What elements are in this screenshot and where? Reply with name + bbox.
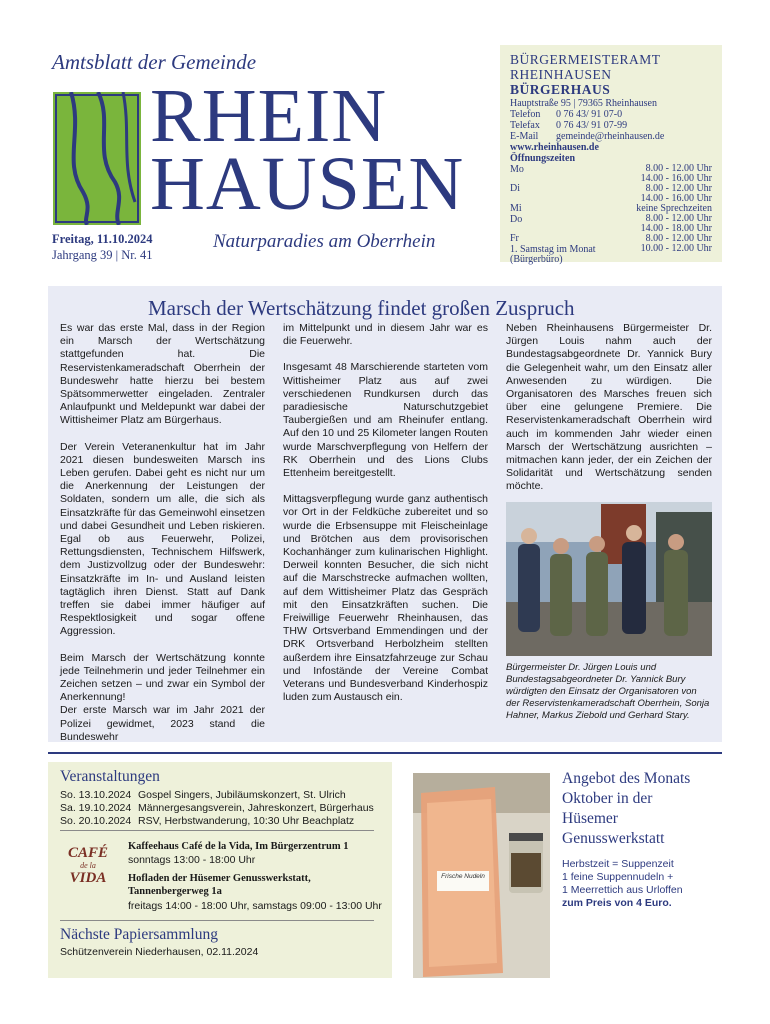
event-text: RSV, Herbstwanderung, 10:30 Uhr Beachplatz [138, 815, 355, 827]
day-mo: Mo [510, 164, 524, 175]
offer-title-line: Angebot des Monats [562, 770, 691, 787]
office-town: RHEINHAUSEN [510, 67, 612, 82]
offer-title-line: Genusswerkstatt [562, 830, 665, 847]
day-di: Di [510, 183, 520, 194]
issue-date: Freitag, 11.10.2024 [52, 232, 153, 246]
hours-row: keine Sprechzeiten [636, 203, 712, 214]
publication-subtitle: Amtsblatt der Gemeinde [52, 50, 257, 74]
section-divider [48, 752, 722, 754]
hours-row: 14.00 - 18.00 Uhr [640, 223, 712, 234]
rheinhausen-logo [53, 92, 141, 225]
paragraph: Neben Rheinhausens Bürgermeister Dr. Jürgen Louis nahm auch der Bundestagsabgeordnete Dr. Yannick Bury die Gelegenheit wahr, um den Einsatz aller Anwesenden zu würdigen. Die Organisatoren des Marsches freuen sich über eine gelungene Premiere. Die Reservistenkameradschaft Oberrhein wird auch im kommenden Jahr wieder einen Marsch der Wertschätzung ausrichten – mitmachen kann jeder, der ein Zeichen der Solidarität und Wertschätzung senden möchte. [506, 322, 712, 493]
paragraph: Der erste Marsch war im Jahr 2021 der Polizei gewidmet, 2023 stand die Bundeswehr [60, 704, 265, 743]
event-item [60, 802, 374, 815]
cafe-hours: sonntags 13:00 - 18:00 Uhr [128, 854, 256, 866]
events-title: Veranstaltungen [60, 768, 160, 785]
paragraph: Es war das erste Mal, dass in der Region ein Marsch der Wertschätzung stattgefunden hat. Die Reservistenkameradschaft Oberrhein der Bundeswehr hatte hierzu bei bestem Spätsommerwetter eingeladen. Zentraler Anlaufpunkt und Meldepunkt war dabei der Wittisheimer Platz am Bürgerhaus. [60, 322, 265, 427]
tagline: Naturparadies am Oberrhein [213, 231, 436, 252]
event-item [60, 789, 346, 802]
paragraph: Beim Marsch der Wertschätzung konnte jede Teilnehmerin und jeder Teilnehmer ein Zeichen setzen – und zwar ein Symbol der Anerkennung! [60, 651, 265, 704]
divider [60, 920, 374, 921]
cafe-name: Kaffeehaus Café de la Vida, Im Bürgerzentrum 1 [128, 841, 349, 852]
package-label: Frische Nudeln [441, 873, 485, 880]
hofladen-hours: freitags 14:00 - 18:00 Uhr, samstags 09:00 - 13:00 Uhr [128, 900, 382, 912]
masthead-title-rhein: RHEIN [150, 74, 388, 158]
photo-caption: Bürgermeister Dr. Jürgen Louis und Bundestagsabgeordneter Dr. Yannick Bury würdigten den Einsatz der Organisatoren von der Reservistenkameradschaft Oberrhein, Sonja Hahner, Markus Ziebold und Gerhard Stary. [506, 662, 710, 721]
event-text: Gospel Singers, Jubiläumskonzert, St. Ulrich [138, 789, 346, 801]
hours-row: 14.00 - 16.00 Uhr [640, 193, 712, 204]
office-title: BÜRGERMEISTERAMT [510, 52, 661, 67]
website-link[interactable]: www.rheinhausen.de [510, 142, 599, 153]
telefax-label: Telefax [510, 120, 540, 131]
hours-row: 14.00 - 16.00 Uhr [640, 173, 712, 184]
paragraph: Insgesamt 48 Marschierende starteten vom Wittisheimer Platz aus auf zwei verschiedenen Rundkursen durch das paradiesische Naturschutzgebiet Taubergießen und am Rheinufer entlang. Auf den 10 und 25 Kilometer langen Routen wurde Marschverpflegung von Helfern der RK Oberrhein und des Lions Clubs Ettenheim bereitgestellt. [283, 361, 488, 480]
cafe-logo-word: de la [80, 861, 96, 870]
issue-number: Jahrgang 39 | Nr. 41 [52, 248, 153, 262]
event-item [60, 815, 354, 828]
paper-collection-title: Nächste Papiersammlung [60, 926, 218, 943]
masthead-title-hausen: HAUSEN [150, 142, 465, 226]
cafe-de-la-vida-logo [60, 846, 116, 890]
hours-row: 8.00 - 12.00 Uhr [645, 163, 712, 174]
paragraph: im Mittelpunkt und in diesem Jahr war es die Feuerwehr. [283, 322, 488, 348]
offer-line: 1 feine Suppennudeln + [562, 871, 674, 883]
email-link[interactable]: gemeinde@rheinhausen.de [556, 131, 665, 142]
offer-line: 1 Meerrettich aus Urloffen [562, 884, 683, 896]
divider [60, 830, 374, 831]
telefax-number: 0 76 43/ 91 07-99 [556, 120, 628, 131]
paragraph: Mittagsverpflegung wurde ganz authentisch vor Ort in der Feldküche zubereitet und so wurde die Erbsensuppe mit Fleischeinlage und Brötchen aus dem provisorischen Kochanhänger zum kulinarischen Highlight. Derweil konnten Besucher, die sich nicht auf die Marschstrecke aufmachen wollten, auf dem Wittisheimer Platz das Gespräch mit den Einsatzkräften suchen. Die Freiwillige Feuerwehr Rheinhausen, das THW Ortsverband Emmendingen und der DRK Ortsverband Herbolzheim stellten außerdem ihre Einsatzfahrzeuge zur Schau und Infostände der Vereine Combat Veterans und Bundesverband Kinderhospiz luden zum Austausch ein. [283, 493, 488, 704]
hours-row: 8.00 - 12.00 Uhr [645, 213, 712, 224]
article-headline: Marsch der Wertschätzung findet großen Zuspruch [148, 296, 575, 320]
email-label: E-Mail [510, 131, 539, 142]
event-text: Männergesangsverein, Jahreskonzert, Bürgerhaus [138, 802, 374, 814]
paragraph: Der Verein Veteranenkultur hat im Jahr 2021 diesen bundesweiten Marsch ins Leben gerufen. Dabei geht es nicht nur um die Anerkennung der Leistungen der Soldaten, sondern um alle, die sich als Einsatzkräfte für das Gemeinwohl einsetzen und dabei Gesundheit und Leben riskieren. Egal ob aus Feuerwehr, Polizei, Rettungsdiensten, Technischem Hilfswerk, dem Justizvollzug oder der Bundeswehr: Einsatzkräfte im In- und Ausland leisten tagtäglich ihren Dienst. Statt auf Dank treffen sie dabei immer häufiger auf Respektlosigkeit und sogar offene Aggression. [60, 440, 265, 638]
article-column-3 [506, 322, 712, 507]
day-mi: Mi [510, 203, 522, 214]
group-photo [506, 502, 712, 656]
article-column-2 [283, 322, 488, 717]
cafe-logo-word: VIDA [69, 870, 107, 886]
cafe-logo-word: CAFÉ [67, 845, 109, 861]
hours-row: 8.00 - 12.00 Uhr [645, 233, 712, 244]
day-buergerbuero: (Bürgerbüro) [510, 254, 563, 265]
office-building: BÜRGERHAUS [510, 82, 611, 97]
hours-row: 8.00 - 12.00 Uhr [645, 183, 712, 194]
offer-title-line: Oktober in der [562, 790, 653, 807]
event-date: Sa. 19.10.2024 [60, 802, 132, 814]
offer-title-line: Hüsemer [562, 810, 618, 827]
hofladen-street: Tannenbergerweg 1a [128, 886, 222, 897]
hofladen-name: Hofladen der Hüsemer Genusswerkstatt, [128, 873, 311, 884]
offer-price: zum Preis von 4 Euro. [562, 897, 672, 909]
event-date: So. 20.10.2024 [60, 815, 132, 827]
telefon-number: 0 76 43/ 91 07-0 [556, 109, 623, 120]
telefon-label: Telefon [510, 109, 541, 120]
hours-row: 10.00 - 12.00 Uhr [640, 243, 712, 254]
article-column-1 [60, 322, 265, 757]
opening-hours-title: Öffnungszeiten [510, 153, 575, 164]
event-date: So. 13.10.2024 [60, 789, 132, 801]
offer-line: Herbstzeit = Suppenzeit [562, 858, 674, 870]
office-address: Hauptstraße 95 | 79365 Rheinhausen [510, 98, 657, 109]
day-samstag: 1. Samstag im Monat [510, 244, 596, 255]
paper-collection-text: Schützenverein Niederhausen, 02.11.2024 [60, 946, 259, 958]
day-do: Do [510, 214, 523, 225]
office-info-box [500, 45, 722, 265]
offer-title [562, 769, 722, 849]
day-fr: Fr [510, 233, 519, 244]
